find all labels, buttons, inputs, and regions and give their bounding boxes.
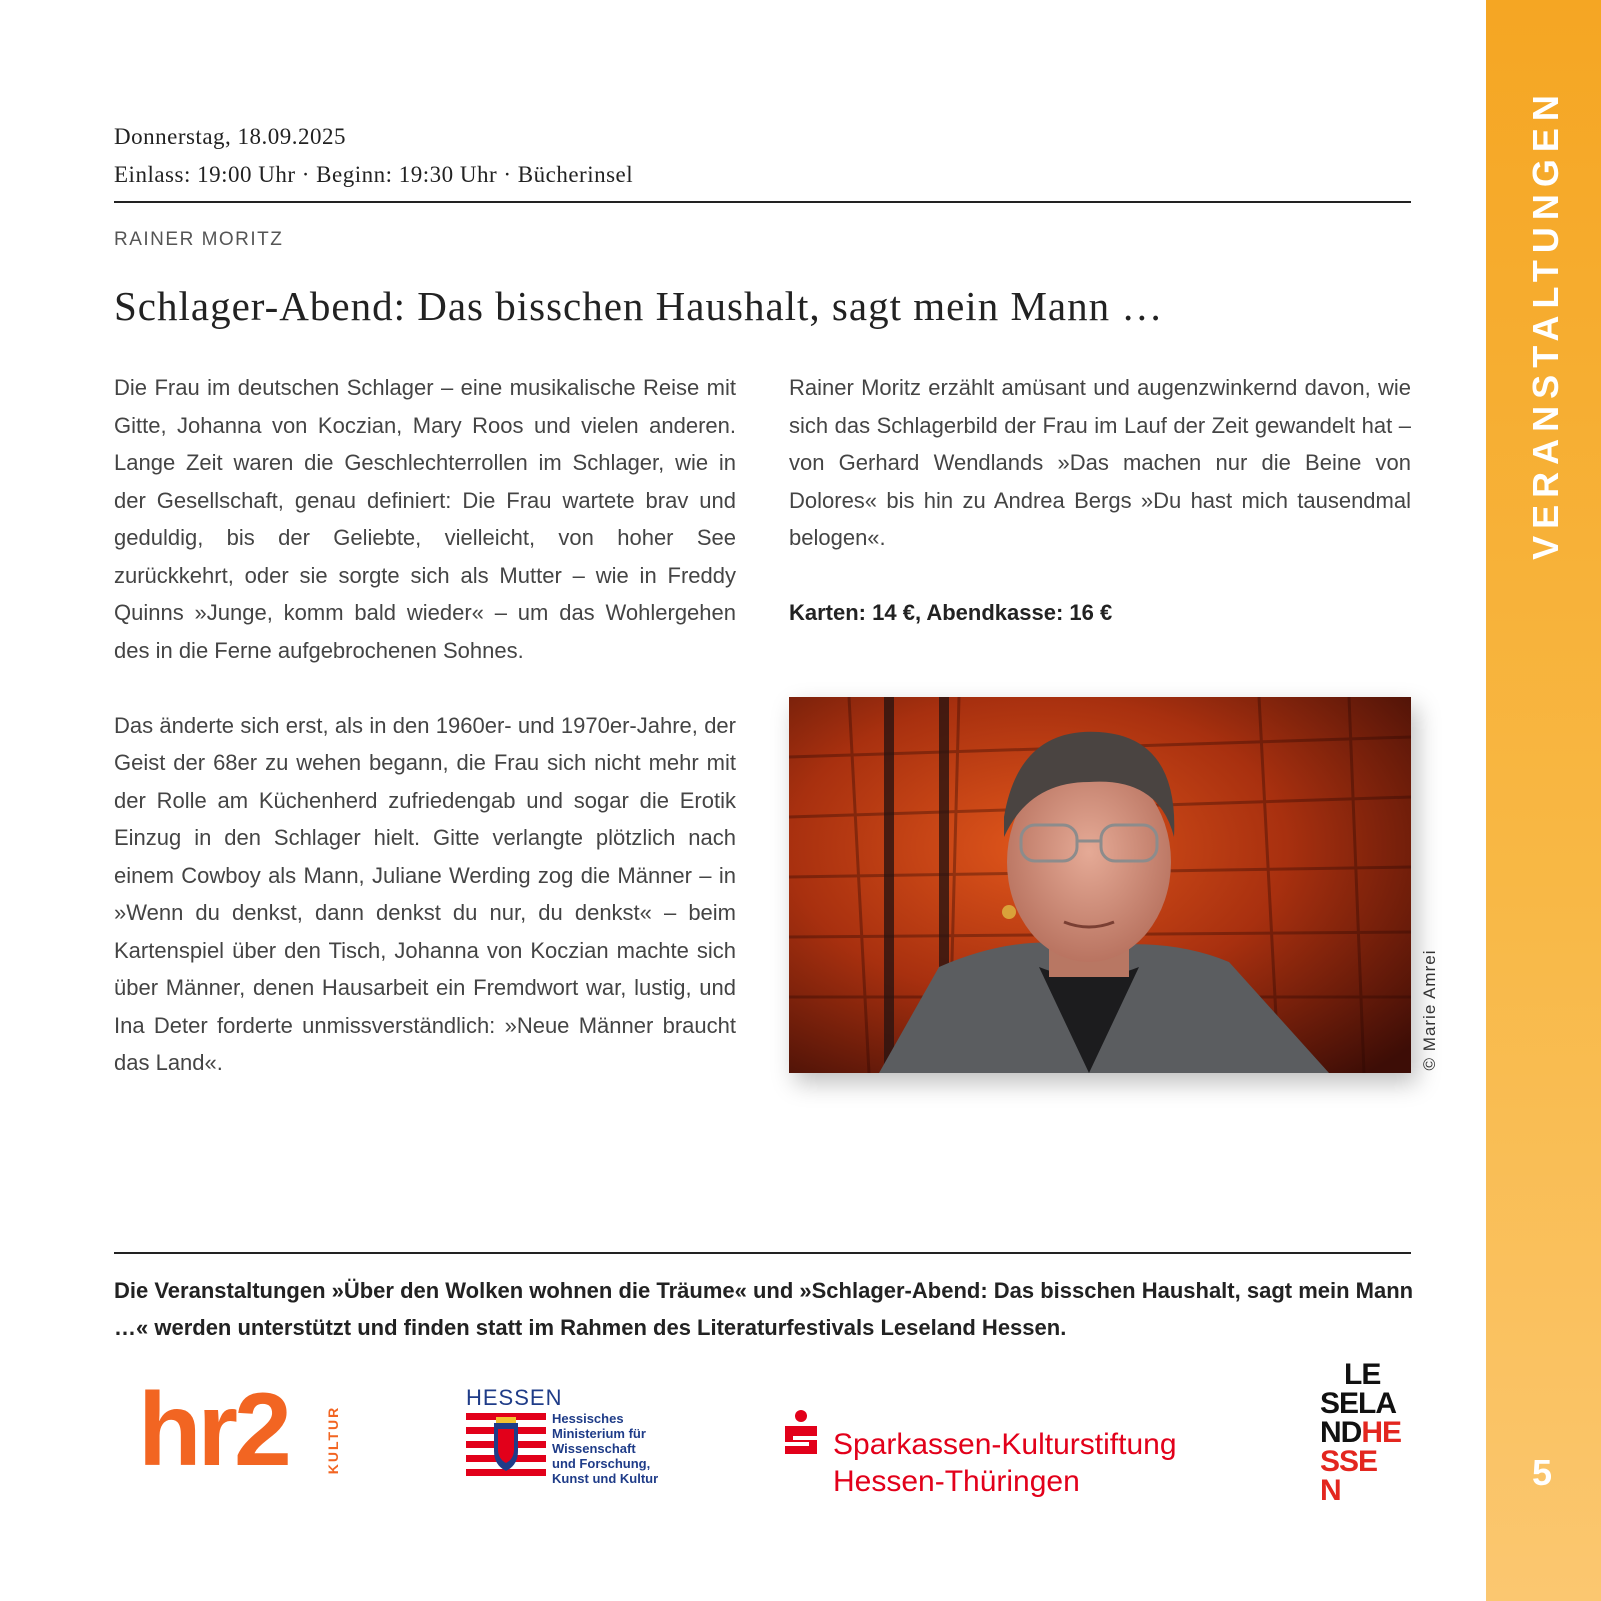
- leseland-hessen-logo: LE SELA NDHE SSE N: [1320, 1358, 1402, 1507]
- ticket-prices: Karten: 14 €, Abendkasse: 16 €: [789, 600, 1113, 625]
- author-name: RAINER MORITZ: [114, 229, 284, 250]
- event-title: Schlager-Abend: Das bisschen Haushalt, sagt mein Mann …: [114, 283, 1164, 329]
- hessen-ministry-name: Hessisches Ministerium für Wissenschaft und Forschung, Kunst und Kultur: [552, 1411, 659, 1486]
- hr2-kultur-logo: [138, 1372, 288, 1488]
- hr2-logo-text: hr2: [138, 1372, 288, 1488]
- paragraph: Das änderte sich erst, als in den 1960er- und 1970er-Jahre, der Geist der 68er zu wehen begann, die Frau sich nicht mehr mit der Rolle am Küchenherd zufriedengab und sogar die Erotik Einzug in den Schlager hielt. Gitte verlangte plötzlich nach einem Cowboy als Mann, Juliane Werding zog die Männer – in »Wenn du denkst, dann denkst du nur, du denkst« – beim Kartenspiel über den Tisch, Johanna von Koczian machte sich über Männer, denen Hausarbeit ein Fremdwort war, lustig, und Ina Deter forderte unmissverständlich: »Neue Männer braucht das Land«.: [114, 712, 736, 1075]
- page-number: 5: [1532, 1452, 1553, 1493]
- footer-divider: [114, 1252, 1411, 1254]
- event-details: Einlass: 19:00 Uhr · Beginn: 19:30 Uhr · Bücherinsel: [114, 162, 634, 187]
- paragraph: Rainer Moritz erzählt amüsant und augenzwinkernd davon, wie sich das Schlagerbild der Frau im Lauf der Zeit gewandelt hat – von Gerhard Wendlands »Das machen nur die Beine von Dolores« bis hin zu Andrea Bergs »Du hast mich tausendmal belogen«.: [789, 375, 1411, 550]
- hessen-wordmark: HESSEN: [466, 1385, 563, 1410]
- photo-credit: © Marie Amrei: [1420, 949, 1439, 1071]
- sparkasse-line1: Sparkassen-Kulturstiftung: [833, 1428, 1177, 1461]
- hessen-flag-icon: [466, 1413, 546, 1477]
- paragraph: Die Frau im deutschen Schlager – eine musikalische Reise mit Gitte, Johanna von Koczian, Mary Roos und vielen anderen. Lange Zeit waren die Geschlechterrollen im Schlager, wie in der Gesellschaft, genau definiert: Die Frau wartete brav und geduldig, bis der Geliebte, vielleicht, von hoher See zurückkehrt, oder sie sorgte sich als Mutter – wie in Freddy Quinns »Junge, komm bald wieder« – um das Wohlergehen des in die Ferne aufgebrochenen Sohnes.: [114, 375, 736, 663]
- section-title: VERANSTALTUNGEN: [1525, 88, 1566, 560]
- header-divider: [114, 201, 1411, 203]
- right-column: [789, 369, 1411, 669]
- left-column: [114, 369, 736, 1119]
- author-photo: [789, 697, 1411, 1073]
- portrait-illustration: [789, 697, 1411, 1073]
- sparkasse-line2: Hessen-Thüringen: [833, 1465, 1080, 1498]
- event-date: Donnerstag, 18.09.2025: [114, 124, 347, 149]
- hr2-kultur-label: KULTUR: [325, 1405, 341, 1475]
- hessen-ministry-logo: [466, 1385, 676, 1495]
- sponsor-note: Die Veranstaltungen »Über den Wolken wohnen die Träume« und »Schlager-Abend: Das bisschen Haushalt, sagt mein Mann …« werden unterstützt und finden statt im Rahmen des Literaturfestivals Leseland Hessen.: [114, 1278, 1414, 1340]
- sparkasse-kulturstiftung-logo: [781, 1410, 1201, 1498]
- sparkasse-s-icon: [781, 1410, 821, 1456]
